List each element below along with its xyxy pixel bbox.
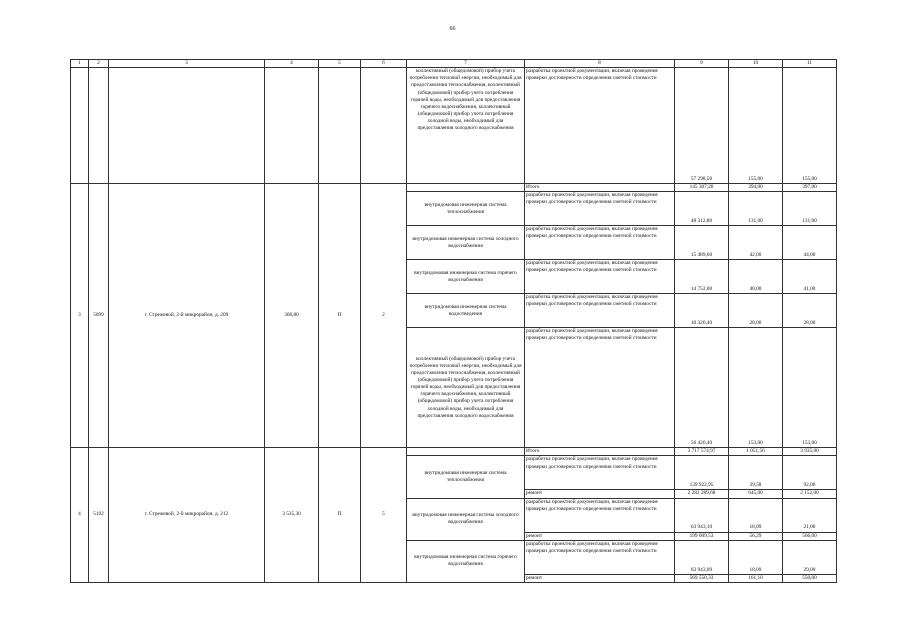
object-type: П	[319, 448, 361, 583]
work-cell: разработка проектной документации, включая проведение проверки достоверности определения сметной стоимости	[525, 226, 675, 260]
cell	[407, 184, 525, 192]
repair-cell: ремонт	[525, 490, 675, 498]
work-cell: разработка проектной документации, включая проведение проверки достоверности определения сметной стоимости	[525, 498, 675, 532]
object-address: г. Стрежевой, 2-й микрорайон, д. 209	[109, 184, 265, 448]
work-cell: разработка проектной документации, включая проведение проверки достоверности определения сметной стоимости	[525, 328, 675, 448]
system-cell: внутридомовая инженерная система горячего водоснабжения	[407, 540, 525, 582]
value-cell: 56,29	[729, 532, 783, 540]
value-cell: 155,00	[783, 68, 837, 184]
work-cell: разработка проектной документации, включая проведение проверки достоверности определения сметной стоимости	[525, 540, 675, 574]
value-cell: 63 943,10	[675, 498, 729, 532]
total-row	[71, 184, 837, 192]
value-cell: 15 489,60	[675, 226, 729, 260]
repair-cell: ремонт	[525, 532, 675, 540]
col-header: 1	[71, 60, 89, 68]
value-cell: 41,00	[783, 260, 837, 294]
cell	[89, 68, 109, 184]
cell	[71, 68, 89, 184]
object-floors: 2	[361, 184, 407, 448]
value-cell: 153,00	[729, 328, 783, 448]
value-cell: 566,00	[783, 532, 837, 540]
col-header: 8	[525, 60, 675, 68]
cell	[109, 68, 265, 184]
value-cell: 10 326,40	[675, 294, 729, 328]
table-row	[71, 68, 837, 184]
total-row	[71, 448, 837, 456]
row-number: 4	[71, 448, 89, 583]
row-number: 3	[71, 184, 89, 448]
col-header: 2	[89, 60, 109, 68]
system-cell: внутридомовая инженерная система теплоснабжения	[407, 192, 525, 226]
total-label: Итого	[525, 184, 675, 192]
system-cell: коллективный (общедомовой) прибор учета потребления тепловой энергии, необходимый для предоставления теплоснабжения, коллективный (общедомовой) прибор учета потребления горячей воды, необходимый для предоставления горячего водоснабжения, коллективный (общедомовой) прибор учета потребления холодной воды, необходимый для предоставления холодного водоснабжения	[407, 328, 525, 448]
object-code: 5099	[89, 184, 109, 448]
page-number: 66	[449, 26, 456, 32]
value-cell: 92,00	[783, 456, 837, 490]
system-cell: внутридомовая инженерная система холодного водоснабжения	[407, 498, 525, 540]
object-area: 368,80	[265, 184, 319, 448]
system-cell: коллективный (общедомовой) прибор учета потребления тепловой энергии, необходимый для предоставления теплоснабжения, коллективный (общедомовой) прибор учета потребления горячей воды, необходимый для предоставления горячего водоснабжения, коллективный (общедомовой) прибор учета потребления холодной воды, необходимый для предоставления холодного водоснабжения	[407, 68, 525, 184]
object-floors: 5	[361, 448, 407, 583]
value-cell: 18,09	[729, 498, 783, 532]
work-cell: разработка проектной документации, включая проведение проверки достоверности определения сметной стоимости	[525, 192, 675, 226]
col-header: 11	[783, 60, 837, 68]
value-cell: 2 282 289,68	[675, 490, 729, 498]
value-cell: 569 550,33	[675, 574, 729, 582]
value-cell: 155,00	[729, 68, 783, 184]
total-value: 394,00	[729, 184, 783, 192]
object-address: г. Стрежевой, 2-й микрорайон, д. 212	[109, 448, 265, 583]
total-value: 1 051,56	[729, 448, 783, 456]
value-cell: 56 426,40	[675, 328, 729, 448]
system-cell: внутридомовая инженерная система холодного водоснабжения	[407, 226, 525, 260]
object-type: П	[319, 184, 361, 448]
work-cell: разработка проектной документации, включая проведение проверки достоверности определения сметной стоимости	[525, 68, 675, 184]
total-value: 3 717 574,97	[675, 448, 729, 456]
value-cell: 153,00	[783, 328, 837, 448]
col-header: 4	[265, 60, 319, 68]
value-cell: 40,00	[729, 260, 783, 294]
value-cell: 131,00	[783, 192, 837, 226]
system-cell: внутридомовая инженерная система теплоснабжения	[407, 456, 525, 498]
value-cell: 63 943,09	[675, 540, 729, 574]
cell	[265, 68, 319, 184]
value-cell: 131,00	[729, 192, 783, 226]
work-cell: разработка проектной документации, включая проведение проверки достоверности определения сметной стоимости	[525, 294, 675, 328]
object-area: 3 535,30	[265, 448, 319, 583]
col-header: 10	[729, 60, 783, 68]
header-row	[71, 60, 837, 68]
value-cell: 645,00	[729, 490, 783, 498]
total-value: 3 935,00	[783, 448, 837, 456]
value-cell: 550,00	[783, 574, 837, 582]
work-cell: разработка проектной документации, включая проведение проверки достоверности определения сметной стоимости	[525, 456, 675, 490]
value-cell: 18,09	[729, 540, 783, 574]
value-cell: 161,10	[729, 574, 783, 582]
value-cell: 28,00	[783, 294, 837, 328]
value-cell: 139 922,95	[675, 456, 729, 490]
col-header: 7	[407, 60, 525, 68]
col-header: 6	[361, 60, 407, 68]
value-cell: 14 752,00	[675, 260, 729, 294]
total-label: Итого	[525, 448, 675, 456]
system-cell: внутридомовая инженерная система горячего водоснабжения	[407, 260, 525, 294]
value-cell: 21,00	[783, 498, 837, 532]
col-header: 5	[319, 60, 361, 68]
col-header: 9	[675, 60, 729, 68]
col-header: 3	[109, 60, 265, 68]
total-value: 397,00	[783, 184, 837, 192]
cell	[407, 448, 525, 456]
total-value: 145 307,20	[675, 184, 729, 192]
value-cell: 48 312,80	[675, 192, 729, 226]
value-cell: 28,00	[729, 294, 783, 328]
value-cell: 57 298,50	[675, 68, 729, 184]
system-cell: внутридомовая инженерная система водоотведения	[407, 294, 525, 328]
work-cell: разработка проектной документации, включая проведение проверки достоверности определения сметной стоимости	[525, 260, 675, 294]
value-cell: 199 009,53	[675, 532, 729, 540]
repair-cell: ремонт	[525, 574, 675, 582]
works-table	[70, 59, 837, 583]
object-code: 5102	[89, 448, 109, 583]
cell	[319, 68, 361, 184]
value-cell: 39,58	[729, 456, 783, 490]
value-cell: 42,00	[729, 226, 783, 260]
value-cell: 44,00	[783, 226, 837, 260]
value-cell: 29,00	[783, 540, 837, 574]
cell	[361, 68, 407, 184]
value-cell: 2 152,00	[783, 490, 837, 498]
